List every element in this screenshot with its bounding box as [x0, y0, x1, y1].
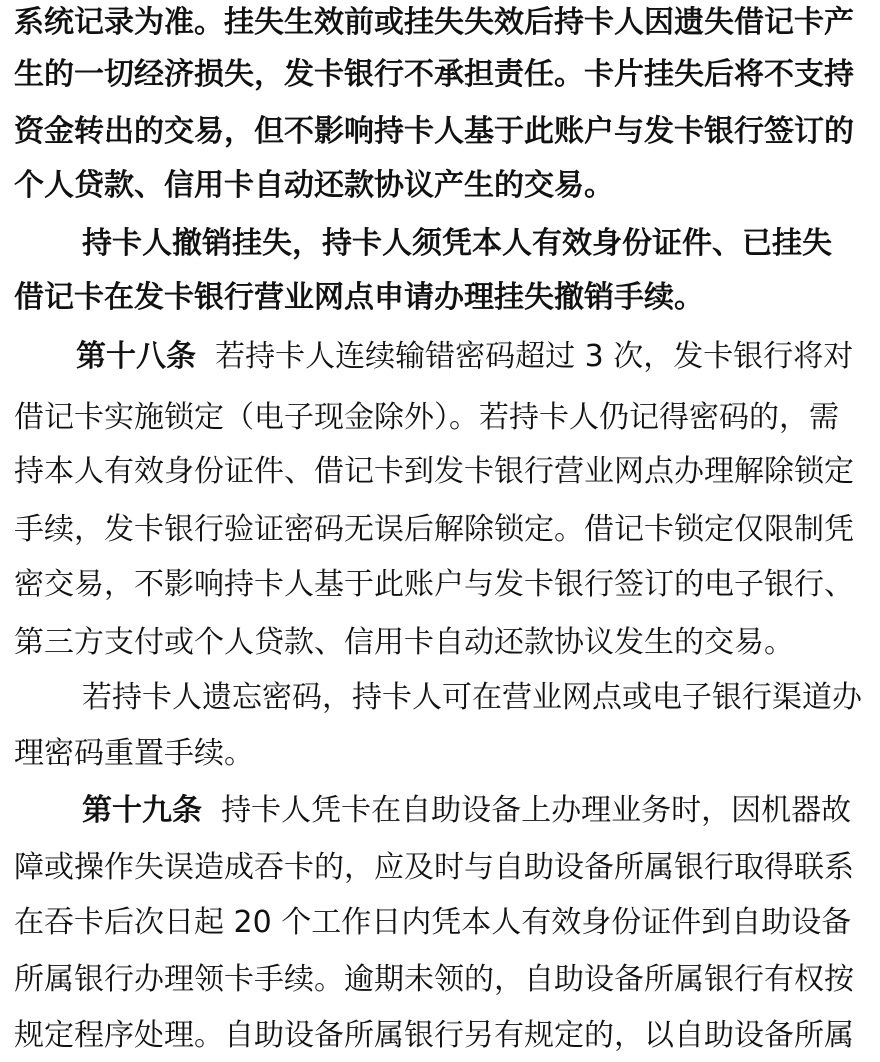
text-line: 持本人有效身份证件、借记卡到发卡银行营业网点办理解除锁定 [14, 454, 854, 489]
text-line: 持卡人撤销挂失，持卡人须凭本人有效身份证件、已挂失 [82, 226, 832, 261]
text-line: 规定程序处理。自助设备所属银行另有规定的，以自助设备所属 [14, 1018, 854, 1053]
text-line: 所属银行办理领卡手续。逾期未领的，自助设备所属银行有权按 [14, 962, 854, 997]
text-line: 个人贷款、信用卡自动还款协议产生的交易。 [14, 168, 614, 203]
article-19-first-line [82, 791, 851, 831]
text-line: 密交易，不影响持卡人基于此账户与发卡银行签订的电子银行、 [14, 567, 854, 602]
text-line: 资金转出的交易，但不影响持卡人基于此账户与发卡银行签订的 [14, 114, 854, 149]
article-text: 若持卡人连续输错密码超过 3 次，发卡银行将对 [215, 339, 854, 374]
text-line: 第三方支付或个人贷款、信用卡自动还款协议发生的交易。 [14, 625, 794, 660]
article-text: 持卡人凭卡在自助设备上办理业务时，因机器故 [221, 793, 852, 828]
text-line: 障或操作失误造成吞卡的，应及时与自助设备所属银行取得联系 [14, 850, 854, 885]
text-line: 生的一切经济损失，发卡银行不承担责任。卡片挂失后将不支持 [14, 57, 854, 92]
text-line: 若持卡人遗忘密码，持卡人可在营业网点或电子银行渠道办 [82, 680, 862, 715]
article-label: 第十八条 [76, 339, 196, 374]
text-line: 借记卡在发卡银行营业网点申请办理挂失撤销手续。 [14, 280, 704, 315]
text-line: 理密码重置手续。 [14, 736, 254, 771]
text-line: 系统记录为准。挂失生效前或挂失失效后持卡人因遗失借记卡产 [14, 5, 854, 40]
article-label: 第十九条 [82, 793, 202, 828]
article-18-first-line [76, 337, 853, 377]
text-line: 手续，发卡银行验证密码无误后解除锁定。借记卡锁定仅限制凭 [14, 512, 854, 547]
text-line: 在吞卡后次日起 20 个工作日内凭本人有效身份证件到自助设备 [14, 905, 852, 940]
text-line: 借记卡实施锁定（电子现金除外）。若持卡人仍记得密码的，需 [14, 400, 839, 435]
